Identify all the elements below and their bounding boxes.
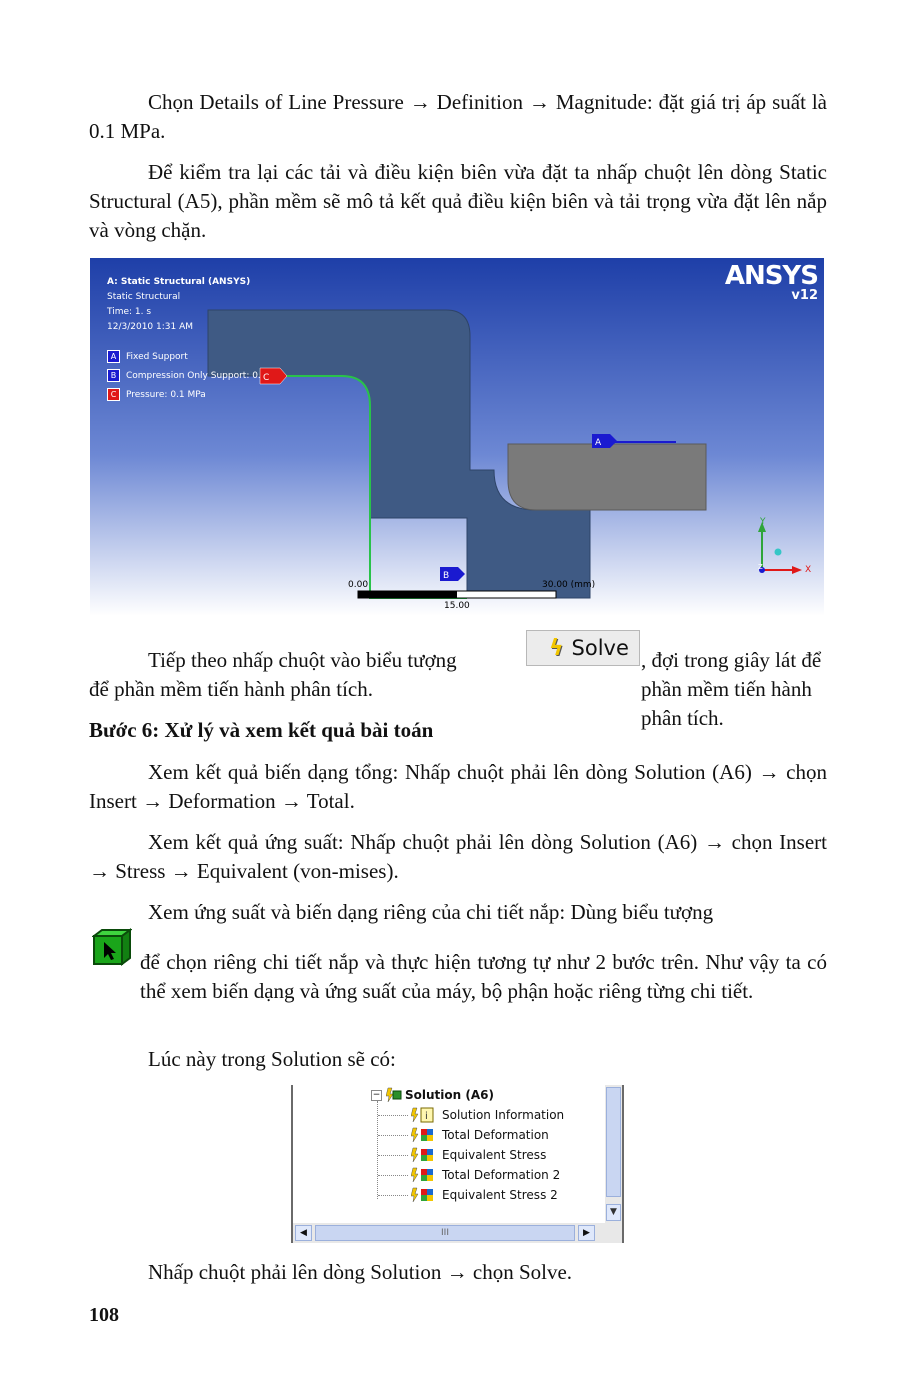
- section-heading-step-6: Bước 6: Xử lý và xem kết quả bài toán: [89, 718, 434, 742]
- body-select-icon[interactable]: [92, 928, 132, 968]
- svg-text:A: A: [595, 438, 602, 448]
- retaining-ring: [508, 444, 706, 510]
- paragraph-total-deformation: Xem kết quả biến dạng tổng: Nhấp chuột phải lên dòng Solution (A6) → chọn Insert → Deformation → Total.: [89, 760, 827, 813]
- tree-item-total-deformation[interactable]: Total Deformation: [411, 1125, 549, 1145]
- paragraph-solution-contents: Lúc này trong Solution sẽ có:: [148, 1047, 396, 1071]
- tree-node-solution[interactable]: − Solution (A6): [372, 1088, 494, 1102]
- tree-item-equivalent-stress-2[interactable]: Equivalent Stress 2: [411, 1185, 558, 1205]
- svg-text:Z: Z: [758, 563, 763, 571]
- solution-icon: [386, 1087, 402, 1103]
- paragraph-right-click-solve: Nhấp chuột phải lên dòng Solution → chọn Solve.: [148, 1260, 573, 1284]
- svg-text:15.00: 15.00: [444, 601, 470, 611]
- paragraph-select-body-rest: để chọn riêng chi tiết nắp và thực hiện tương tự như 2 bước trên. Như vậy ta có thể xem biến dạng và ứng suất của máy, bộ phận hoặc riêng từng chi tiết.: [140, 950, 827, 1003]
- paragraph-solve-analysis: để phần mềm tiến hành phân tích.: [89, 677, 374, 701]
- result-icon: [411, 1127, 427, 1143]
- svg-text:C: C: [263, 373, 270, 383]
- legend-item-compression-support: B Compression Only Support: 0.: [107, 369, 261, 384]
- result-icon: [411, 1167, 427, 1183]
- lightning-bolt-icon: ϟ: [549, 635, 564, 661]
- axis-triad: [758, 517, 811, 575]
- scroll-down-button[interactable]: ▼: [606, 1204, 621, 1221]
- collapse-toggle[interactable]: −: [372, 1089, 381, 1100]
- svg-text:i: i: [425, 1111, 428, 1122]
- result-icon: [411, 1187, 427, 1203]
- geometry-canvas: [90, 258, 824, 616]
- solution-information-icon: [411, 1107, 427, 1123]
- legend-item-pressure: C Pressure: 0.1 MPa: [107, 388, 206, 403]
- legend-item-fixed-support: A Fixed Support: [107, 350, 188, 365]
- vertical-scrollbar[interactable]: [605, 1085, 622, 1223]
- horizontal-scrollbar[interactable]: [293, 1223, 622, 1243]
- paragraph-select-body-line1: Xem ứng suất và biến dạng riêng của chi tiết nắp: Dùng biểu tượng: [148, 900, 714, 924]
- svg-text:Y: Y: [760, 517, 766, 527]
- svg-text:X: X: [805, 565, 812, 575]
- svg-text:B: B: [443, 571, 450, 581]
- scroll-right-button[interactable]: ▶: [578, 1225, 595, 1241]
- marker-b: [440, 567, 465, 581]
- figure-time: Time: 1. s: [107, 307, 152, 317]
- paragraph-equivalent-stress: Xem kết quả ứng suất: Nhấp chuột phải lên dòng Solution (A6) → chọn Insert → Stress → Equivalent (von-mises).: [89, 830, 827, 883]
- vertical-scroll-thumb[interactable]: [606, 1087, 621, 1197]
- figure-subtitle: Static Structural: [107, 292, 181, 302]
- tree-item-equivalent-stress[interactable]: Equivalent Stress: [411, 1145, 546, 1165]
- horizontal-scroll-thumb[interactable]: III: [315, 1225, 575, 1241]
- tree-item-total-deformation-2[interactable]: Total Deformation 2: [411, 1165, 560, 1185]
- solution-tree-panel: [291, 1085, 624, 1243]
- result-icon: [411, 1147, 427, 1163]
- paragraph-line-pressure: Chọn Details of Line Pressure → Definition → Magnitude: đặt giá trị áp suất là 0.1 MPa.: [89, 90, 827, 143]
- paragraph-check-loads: Để kiểm tra lại các tải và điều kiện biên vừa đặt ta nhấp chuột lên dòng Static Structural (A5), phần mềm sẽ mô tả kết quả điều kiện biên và tải trọng vừa đặt lên nắp và vòng chặn.: [89, 160, 827, 242]
- svg-text:0.00: 0.00: [348, 580, 369, 590]
- figure-title: A: Static Structural (ANSYS): [107, 277, 251, 287]
- page-number: 108: [89, 1304, 119, 1326]
- svg-text:30.00 (mm): 30.00 (mm): [542, 580, 596, 590]
- paragraph-solve-wait: , đợi trong giây lát để phần mềm tiến hành phân tích.: [641, 648, 822, 730]
- tree-item-solution-information[interactable]: i Solution Information: [411, 1105, 564, 1125]
- ansys-logo: ANSYS v12: [724, 261, 818, 303]
- paragraph-solve-intro: Tiếp theo nhấp chuột vào biểu tượng: [148, 648, 457, 672]
- figure-date: 12/3/2010 1:31 AM: [107, 322, 194, 332]
- ansys-static-structural-figure: [90, 258, 824, 616]
- scroll-left-button[interactable]: ◀: [295, 1225, 312, 1241]
- solve-button[interactable]: ϟ Solve: [526, 630, 640, 666]
